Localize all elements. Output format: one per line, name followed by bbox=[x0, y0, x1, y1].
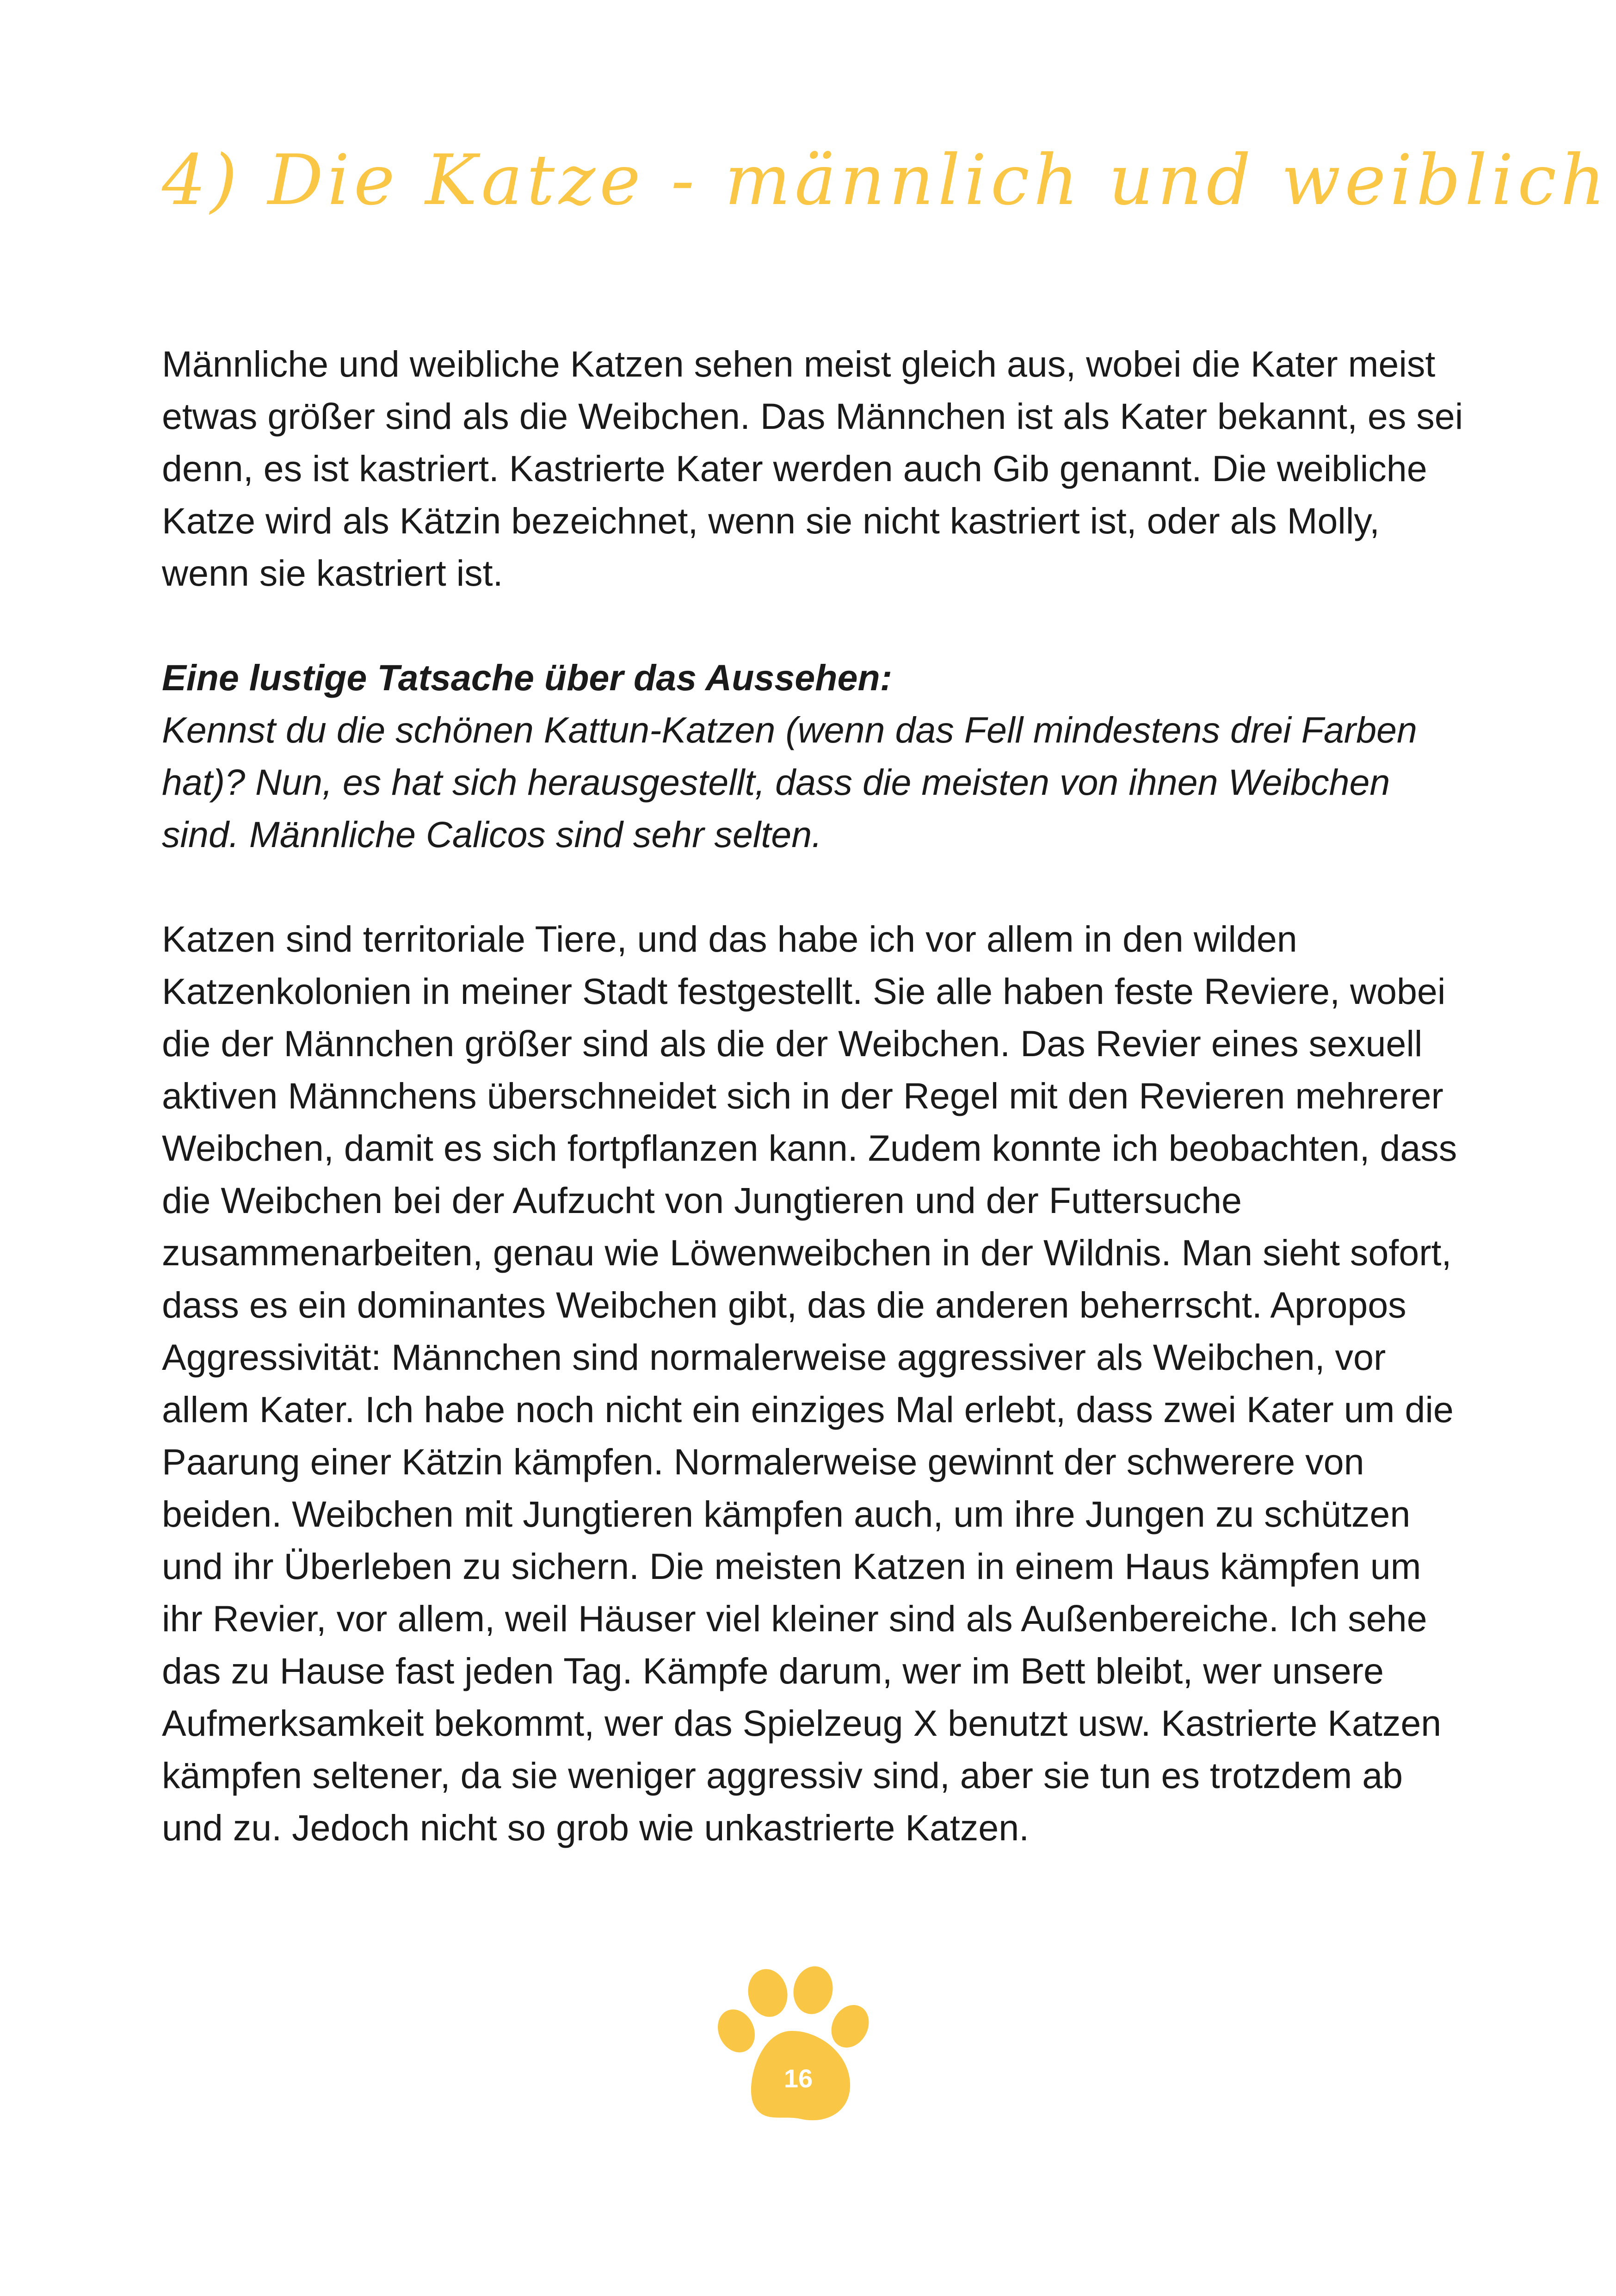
fun-fact-heading: Eine lustige Tatsache über das Aussehen: bbox=[162, 657, 892, 698]
body-text bbox=[162, 338, 1471, 1854]
paragraph-spacer bbox=[162, 860, 1471, 913]
paw-toe-left bbox=[712, 2003, 762, 2058]
paragraph-spacer bbox=[162, 599, 1471, 651]
paw-toe-mid-left bbox=[744, 1965, 792, 2020]
chapter-title: 4) Die Katze - männlich und weiblich bbox=[162, 140, 1610, 221]
paragraph-intro: Männliche und weibliche Katzen sehen meist gleich aus, wobei die Kater meist etwas größer sind als die Weibchen. Das Männchen ist als Kater bekannt, es sei denn, es ist kastriert. Kastrierte Kater werden auch Gib genannt. Die weibliche Katze wird als Kätzin bezeichnet, wenn sie nicht kastriert ist, oder als Molly, wenn sie kastriert ist. bbox=[162, 343, 1463, 594]
paw-print-icon bbox=[712, 1962, 879, 2128]
paw-toe-mid-right bbox=[789, 1962, 837, 2018]
paragraph-territory: Katzen sind territoriale Tiere, und das habe ich vor allem in den wilden Katzenkolonien in meiner Stadt festgestellt. Sie alle haben feste Reviere, wobei die der Männchen größer sind als die der Weibchen. Das Revier eines sexuell aktiven Männchens überschneidet sich in der Regel mit den Revieren mehrerer Weibchen, damit es sich fortpflanzen kann. Zudem konnte ich beobachten, dass die Weibchen bei der Aufzucht von Jungtieren und der Futtersuche zusammenarbeiten, genau wie Löwenweibchen in der Wildnis. Man sieht sofort, dass es ein dominantes Weibchen gibt, das die anderen beherrscht. Apropos Aggressivität: Männchen sind normalerweise aggressiver als Weibchen, vor allem Kater. Ich habe noch nicht ein einziges Mal erlebt, dass zwei Kater um die Paarung einer Kätzin kämpfen. Normalerweise gewinnt der schwerere von beiden. Weibchen mit Jungtieren kämpfen auch, um ihre Jungen zu schützen und ihr Überleben zu sichern. Die meisten Katzen in einem Haus kämpfen um ihr Revier, vor allem, weil Häuser viel kleiner sind als Außenbereiche. Ich sehe das zu Hause fast jeden Tag. Kämpfe darum, wer im Bett bleibt, wer unsere Aufmerksamkeit bekommt, wer das Spielzeug X benutzt usw. Kastrierte Katzen kämpfen seltener, da sie weniger aggressiv sind, aber sie tun es trotzdem ab und zu. Jedoch nicht so grob wie unkastrierte Katzen. bbox=[162, 918, 1457, 1848]
page-number: 16 bbox=[783, 2064, 813, 2093]
paw-toe-right bbox=[824, 1999, 876, 2054]
fun-fact-text: Kennst du die schönen Kattun-Katzen (wenn das Fell mindestens drei Farben hat)? Nun, es hat sich herausgestellt, dass die meisten von ihnen Weibchen sind. Männliche Calicos sind sehr selten. bbox=[162, 709, 1417, 855]
